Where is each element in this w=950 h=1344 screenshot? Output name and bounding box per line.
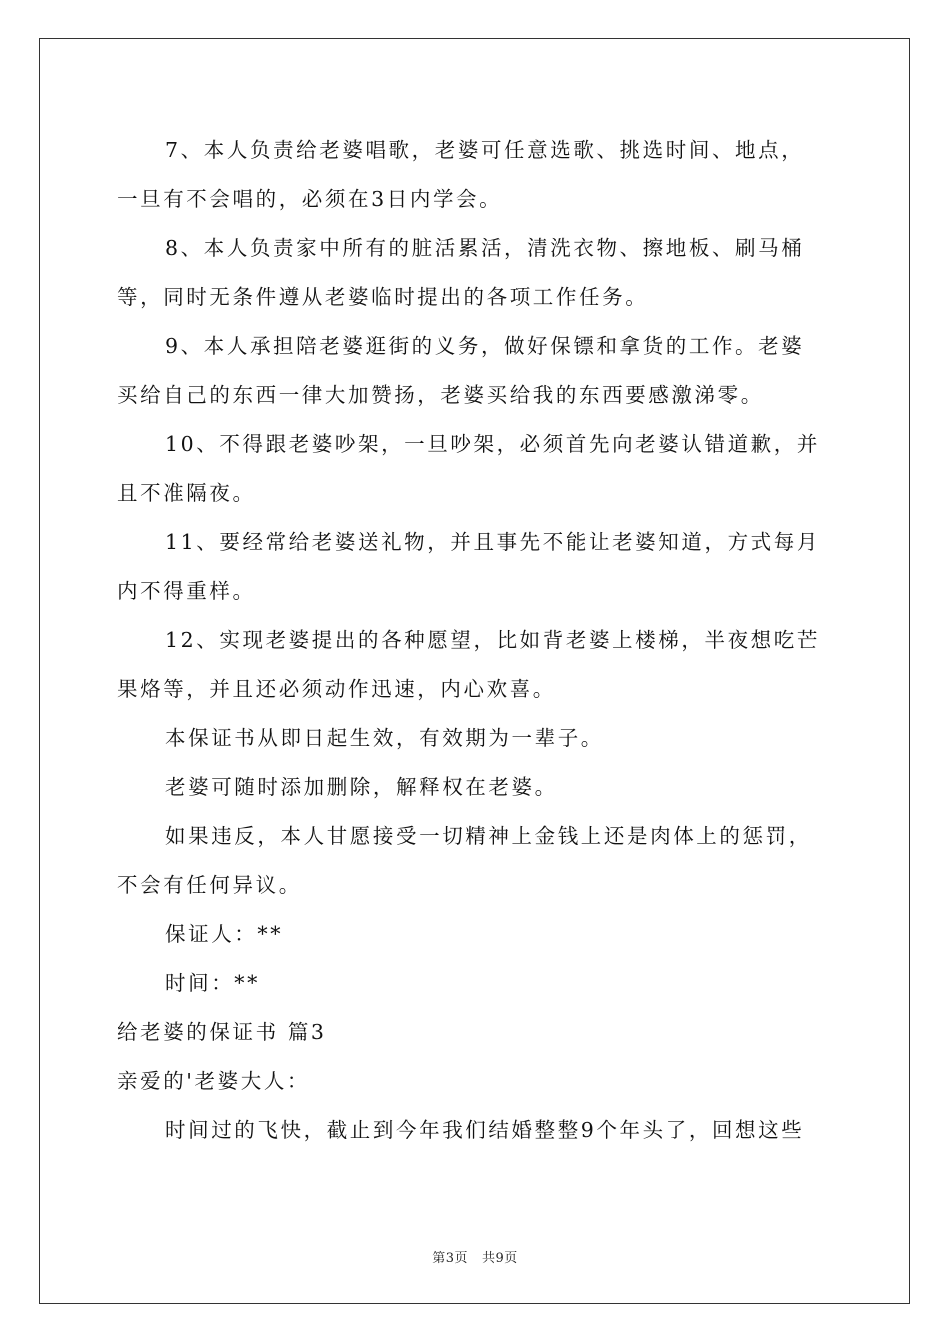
page-footer bbox=[0, 1247, 950, 1266]
text-line: 等，同时无条件遵从老婆临时提出的各项工作任务。 bbox=[117, 285, 649, 309]
text-line: 老婆可随时添加删除，解释权在老婆。 bbox=[165, 775, 558, 799]
text-line: 时间过的飞快，截止到今年我们结婚整整9个年头了，回想这些 bbox=[165, 1118, 805, 1142]
text-line: 11、要经常给老婆送礼物，并且事先不能让老婆知道，方式每月 bbox=[165, 530, 820, 554]
text-line: 10、不得跟老婆吵架，一旦吵架，必须首先向老婆认错道歉，并 bbox=[165, 432, 820, 456]
text-line: 果烙等，并且还必须动作迅速，内心欢喜。 bbox=[117, 677, 556, 701]
text-line: 买给自己的东西一律大加赞扬，老婆买给我的东西要感激涕零。 bbox=[117, 383, 764, 407]
text-line: 内不得重样。 bbox=[117, 579, 256, 603]
text-line: 8、本人负责家中所有的脏活累活，清洗衣物、擦地板、刷马桶 bbox=[165, 236, 805, 260]
page-total: 共9页 bbox=[482, 1251, 518, 1266]
signature-line: 保证人：** bbox=[165, 922, 284, 946]
text-line: 一旦有不会唱的，必须在3日内学会。 bbox=[117, 187, 503, 211]
section-heading: 给老婆的保证书 篇3 bbox=[117, 1020, 327, 1044]
text-line: 不会有任何异议。 bbox=[117, 873, 302, 897]
text-line: 7、本人负责给老婆唱歌，老婆可任意选歌、挑选时间、地点， bbox=[165, 138, 805, 162]
text-line: 9、本人承担陪老婆逛街的义务，做好保镖和拿货的工作。老婆 bbox=[165, 334, 805, 358]
document-body bbox=[117, 126, 837, 1155]
salutation: 亲爱的'老婆大人： bbox=[117, 1069, 311, 1093]
text-line: 如果违反，本人甘愿接受一切精神上金钱上还是肉体上的惩罚， bbox=[165, 824, 812, 848]
text-line: 本保证书从即日起生效，有效期为一辈子。 bbox=[165, 726, 604, 750]
page-number: 第3页 bbox=[432, 1251, 468, 1266]
text-line: 且不准隔夜。 bbox=[117, 481, 256, 505]
text-line: 12、实现老婆提出的各种愿望，比如背老婆上楼梯，半夜想吃芒 bbox=[165, 628, 820, 652]
date-line: 时间：** bbox=[165, 971, 260, 995]
